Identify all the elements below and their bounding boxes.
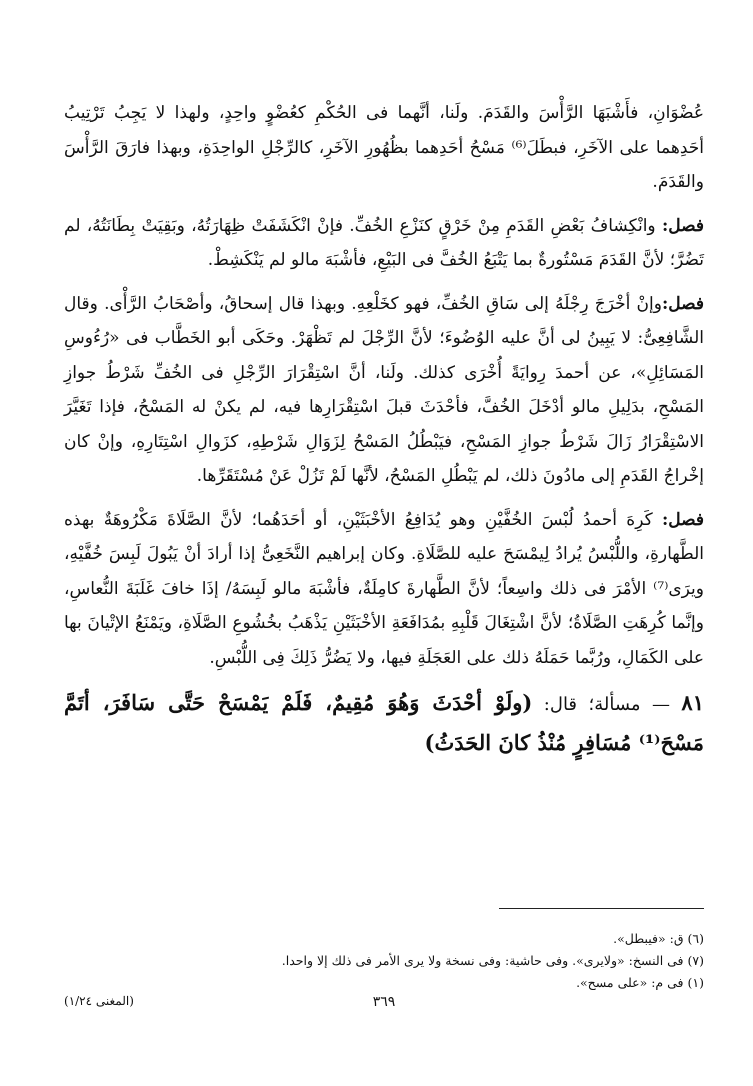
page-body bbox=[64, 96, 705, 1010]
footnote: (٦) ق: «فيبطل». bbox=[613, 931, 704, 946]
source-reference: (المغنى ١/٢٤) bbox=[64, 994, 134, 1008]
footnote: (٧) فى النسخ: «ولايرى». وفى حاشية: وفى نسخة ولا يرى الأمر فى ذلك إلا واحدا. bbox=[281, 953, 704, 968]
paragraph-4 bbox=[64, 503, 704, 676]
section-heading: فصل: bbox=[661, 293, 704, 314]
paragraph-1 bbox=[64, 96, 704, 200]
paragraph-2-text: وانْكِشافُ بَعْضِ القَدَمِ مِنْ خَرْقٍ كنَزْعِ الخُفِّ. فإنْ انْكَشَفَتْ ظِهَارَتُهُ، وبَقِيَتْ بِطَانَتُهُ، لم تَضُرَّ؛ لأنَّ القَدَمَ مَسْتُورةٌ بما يَتْبَعُ الخُفَّ فى البَيْعِ، فأشْبَهَ مالو لم يَنْكَشِطْ. bbox=[64, 215, 704, 270]
masala-heading bbox=[64, 684, 704, 762]
paragraph-3 bbox=[64, 287, 704, 494]
footnotes bbox=[64, 928, 704, 994]
paragraph-3-text: وإنْ أخْرَجَ رِجْلَهُ إلى سَاقِ الخُفِّ، فهو كخَلْعِهِ. وبهذا قال إسحاقُ، وأصْحَابُ الرَّأْى. وقال الشَّافِعِىُّ: لا يَبِينُ لى أنَّ عليه الوُضُوءَ؛ لأنَّ الرِّجْلَ لم تَظْهَرْ. وحَكَى أبو الخَطَّاب فى «رُءُوسِ المَسَائِلِ»، عن أحمدَ رِوايَةً أُخْرَى كذلك. ولَنا، أنَّ اسْتِقْرَارَ الرِّجْلِ فى الخُفِّ شَرْطُ جوازِ المَسْحِ، بدَلِيلِ مالو أدْخَلَ الخُفَّ، فأحْدَثَ قبلَ اسْتِقْرَارِها فيه، لم يكنْ له المَسْحُ، فإذا تَغَيَّرَ الاسْتِقْرَارُ زَالَ شَرْطُ جوازِ المَسْحِ، فيَبْطُلُ المَسْحُ لِزَوَالِ شَرْطِهِ، كزَوالِ اسْتِتَارِهِ، وإنْ كان إخْراجُ القَدَمِ إلى مادُونَ ذلك، لم يَبْطُلِ المَسْحُ، لأنَّها لَمْ تَزُلْ عَنْ مُسْتَقَرِّها. bbox=[64, 293, 704, 486]
section-heading: فصل: bbox=[661, 509, 704, 530]
masala-number: ٨١ bbox=[681, 690, 704, 715]
page-number: ٣٦٩ bbox=[372, 994, 396, 1010]
paragraph-2 bbox=[64, 209, 704, 278]
footnote: (١) فى م: «على مسح». bbox=[576, 975, 704, 990]
section-heading: فصل: bbox=[661, 215, 704, 236]
masala-text: (ولَوْ أحْدَثَ وَهُوَ مُقِيمٌ، فَلَمْ يَمْسَحْ حَتَّى سَافَرَ، أتَمَّ مَسْحَ⁽¹⁾ مُسَافِرٍ مُنْذُ كانَ الحَدَثُ) bbox=[64, 690, 704, 755]
footnote-divider bbox=[499, 908, 704, 909]
paragraph-1-text: عُضْوَانِ، فأَشْبَهَا الرَّأْسَ والقَدَمَ. ولَنا، أنَّهما فى الحُكْمِ كعُضْوٍ واحِدٍ، ولهذا لا يَجِبُ تَرْتِيبُ أحَدِهما على الآخَرِ، فبطَلَ⁽⁶⁾ مَسْحُ أحَدِهما بظُهُورِ الآخَرِ، كالرِّجْلِ الواحِدَةِ، وبهذا فارَقَ الرَّأْسَ والقَدَمَ. bbox=[64, 103, 705, 192]
masala-intro: — مسألة؛ قال: bbox=[532, 694, 682, 715]
paragraph-4-text: كَرِهَ أحمدُ لُبْسَ الخُفَّيْنِ وهو يُدَافِعُ الأخْبَثَيْنِ، أو أحَدَهُما؛ لأنَّ الصَّلَاةَ مَكْرُوهَةٌ بهذه الطَّهارةِ، واللُّبْسُ يُرادُ لِيمْسَحَ عليه للصَّلَاةِ. وكان إبراهيم النَّخَعِىُّ إذا أرادَ أنْ يَبُولَ لَبِسَ خُفَّيْهِ، ويرَى⁽⁷⁾ الأمْرَ فى ذلك واسِعاً؛ لأنَّ الطَّهارةَ كامِلَةٌ، فأشْبَهَ مالو لَبِسَهُ/ إذَا خافَ غَلَبَةَ النُّعاسِ، وإنَّما كُرِهَتِ الصَّلَاةُ؛ لأنَّ اشْتِغَالَ قَلْبِهِ بمُدَافَعَةِ الأخْبَثَيْنِ يَذْهَبُ بخُشُوعِ الصَّلَاةِ، ويَمْنَعُ الإتْيانَ بها على الكَمَالِ، ورُبَّما حَمَلَهُ ذلك على العَجَلَةِ فيها، ولا يَضُرُّ ذَلِكَ فِى اللُّبْسِ. bbox=[64, 509, 704, 668]
